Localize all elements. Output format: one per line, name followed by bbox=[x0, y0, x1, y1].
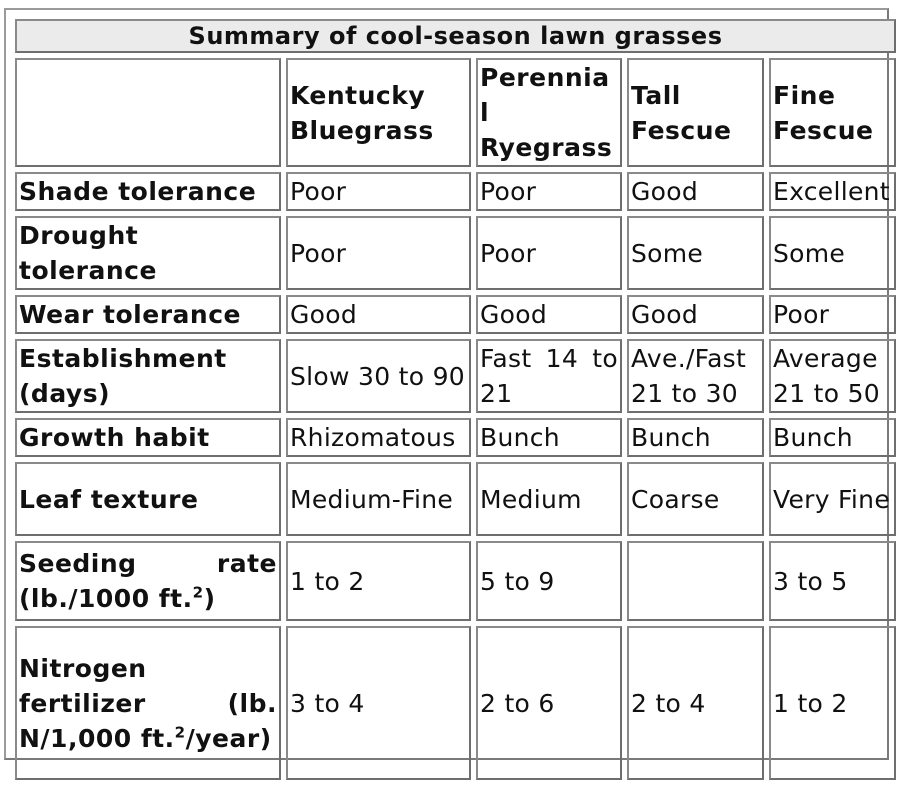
table-cell: 2 to 6 bbox=[476, 626, 622, 780]
table-cell: Medium bbox=[476, 462, 622, 536]
table-cell: Bunch bbox=[627, 418, 764, 457]
table-cell: Poor bbox=[476, 172, 622, 211]
table-row bbox=[15, 462, 896, 536]
row-label-text: Nitrogen fertilizer (lb. N/1,000 ft. bbox=[19, 653, 277, 753]
table-cell: 1 to 2 bbox=[286, 541, 471, 621]
table-cell: Poor bbox=[286, 172, 471, 211]
grass-summary-table bbox=[10, 14, 897, 785]
table-cell: Very Fine bbox=[769, 462, 896, 536]
column-header-perennial-ryegrass: Perennial Ryegrass bbox=[476, 58, 622, 167]
row-label-leaf-texture: Leaf texture bbox=[15, 462, 281, 536]
table-cell: Coarse bbox=[627, 462, 764, 536]
table-cell: Poor bbox=[286, 216, 471, 290]
row-label-drought-tolerance: Drought tolerance bbox=[15, 216, 281, 290]
table-cell: Some bbox=[769, 216, 896, 290]
row-label-seeding-rate bbox=[15, 541, 281, 621]
superscript: 2 bbox=[192, 583, 204, 602]
table-cell: Poor bbox=[476, 216, 622, 290]
row-label-wear-tolerance: Wear tolerance bbox=[15, 295, 281, 334]
row-label-text: Seeding rate (lb./1000 ft. bbox=[19, 549, 277, 613]
column-header-kentucky-bluegrass: Kentucky Bluegrass bbox=[286, 58, 471, 167]
table-row bbox=[15, 216, 896, 290]
corner-cell bbox=[15, 58, 281, 167]
table-cell: Bunch bbox=[769, 418, 896, 457]
table-cell: Slow 30 to 90 bbox=[286, 339, 471, 413]
table-cell: Poor bbox=[769, 295, 896, 334]
table-row bbox=[15, 418, 896, 457]
table-cell: 5 to 9 bbox=[476, 541, 622, 621]
table-cell: Bunch bbox=[476, 418, 622, 457]
table-cell-empty bbox=[627, 541, 764, 621]
table-cell: Ave./Fast 21 to 30 bbox=[627, 339, 764, 413]
table-cell: Fast 14 to 21 bbox=[476, 339, 622, 413]
table-cell: Average 21 to 50 bbox=[769, 339, 896, 413]
table-cell: Rhizomatous bbox=[286, 418, 471, 457]
table-row bbox=[15, 172, 896, 211]
table-frame bbox=[4, 8, 889, 760]
row-label-establishment: Establishment (days) bbox=[15, 339, 281, 413]
row-label-growth-habit: Growth habit bbox=[15, 418, 281, 457]
table-caption: Summary of cool-season lawn grasses bbox=[15, 19, 896, 53]
table-cell: Good bbox=[476, 295, 622, 334]
table-cell: 3 to 4 bbox=[286, 626, 471, 780]
superscript: 2 bbox=[174, 723, 186, 742]
row-label-text-end: ) bbox=[203, 584, 216, 613]
header-row bbox=[15, 58, 896, 167]
table-row bbox=[15, 626, 896, 780]
table-cell: Medium-Fine bbox=[286, 462, 471, 536]
table-cell: 1 to 2 bbox=[769, 626, 896, 780]
table-cell: 2 to 4 bbox=[627, 626, 764, 780]
table-cell: Good bbox=[627, 172, 764, 211]
table-cell: Good bbox=[286, 295, 471, 334]
column-header-fine-fescue: Fine Fescue bbox=[769, 58, 896, 167]
column-header-tall-fescue: Tall Fescue bbox=[627, 58, 764, 167]
caption-row bbox=[15, 19, 896, 53]
table-row bbox=[15, 541, 896, 621]
table-row bbox=[15, 295, 896, 334]
table-cell: 3 to 5 bbox=[769, 541, 896, 621]
table-cell: Some bbox=[627, 216, 764, 290]
row-label-shade-tolerance: Shade tolerance bbox=[15, 172, 281, 211]
table-cell: Good bbox=[627, 295, 764, 334]
row-label-text-end: /year) bbox=[185, 723, 272, 753]
row-label-nitrogen-fertilizer bbox=[15, 626, 281, 780]
table-cell: Excellent bbox=[769, 172, 896, 211]
table-row bbox=[15, 339, 896, 413]
